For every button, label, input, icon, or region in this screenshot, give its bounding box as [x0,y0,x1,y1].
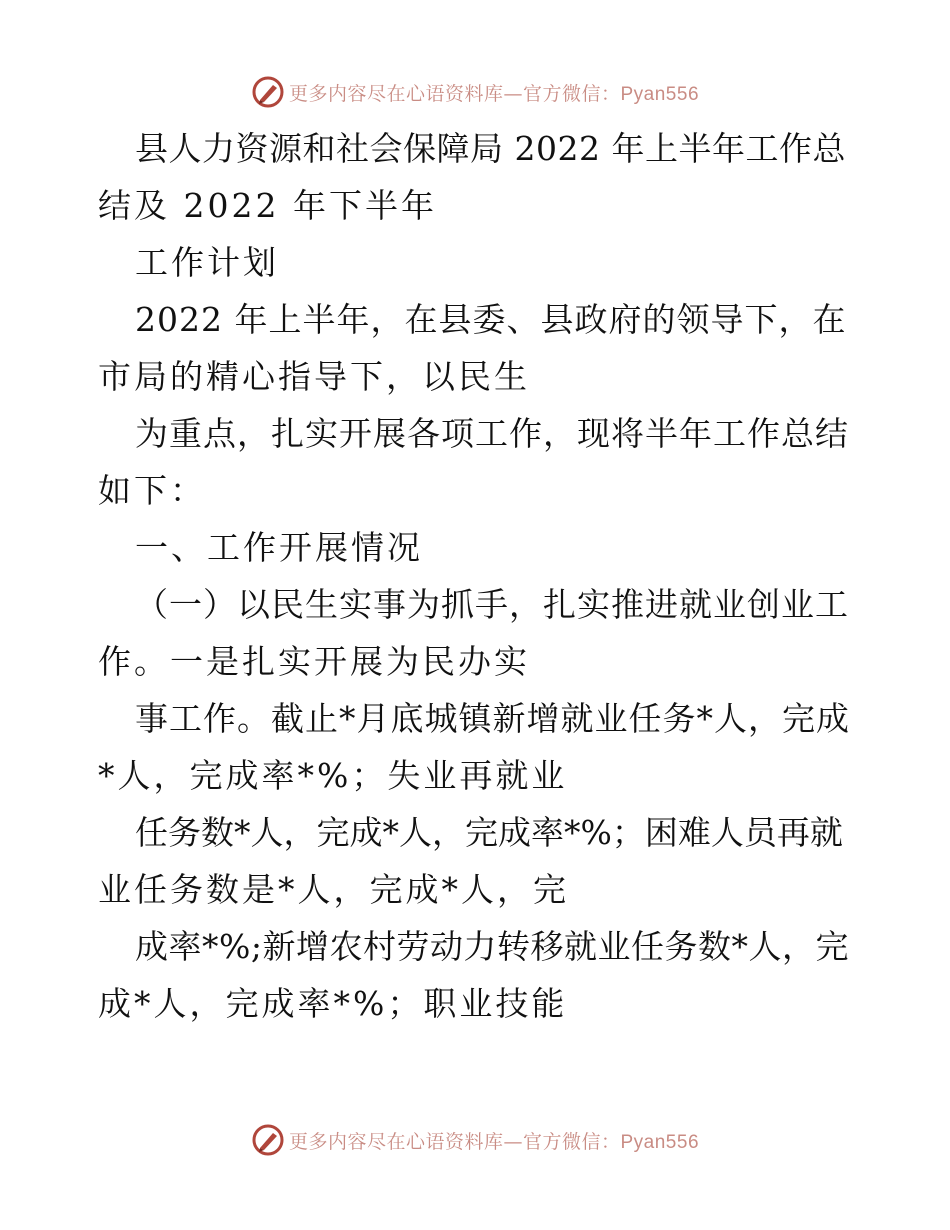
text-line: 事工作。截止*月底城镇新增就业任务*人，完成 [135,699,850,738]
document-body [98,120,850,1032]
text-line: 县人力资源和社会保障局 2022 年上半年工作总 [135,129,846,168]
text-line: 一、工作开展情况 [135,528,423,567]
footer-watermark [0,1120,950,1160]
text-line: 2022 年上半年，在县委、县政府的领导下，在 [135,300,847,339]
watermark-text: 更多内容尽在心语资料库—官方微信：Pyan556 [288,1130,700,1153]
watermark-text: 更多内容尽在心语资料库—官方微信：Pyan556 [288,82,700,105]
text-line: 成率*%;新增农村劳动力转移就业任务数*人，完 [135,927,849,966]
text-line: 任务数*人，完成*人，完成率*%；困难人员再就 [135,813,843,852]
text-line: *人，完成率*%；失业再就业 [98,756,568,795]
text-line: 如下： [98,471,206,510]
pen-circle-logo-icon [251,75,285,109]
text-line: 工作计划 [135,243,279,282]
header-watermark [0,72,950,112]
text-line: 成*人，完成率*%；职业技能 [98,984,568,1023]
text-line: 作。一是扎实开展为民办实 [98,642,530,681]
pen-circle-logo-icon [251,1123,285,1157]
text-line: 为重点，扎实开展各项工作，现将半年工作总结 [135,414,849,453]
text-line: 结及 2022 年下半年 [98,186,437,225]
text-line: （一）以民生实事为抓手，扎实推进就业创业工 [135,585,849,624]
text-line: 市局的精心指导下，以民生 [98,357,530,396]
text-line: 业任务数是*人，完成*人，完 [98,870,569,909]
